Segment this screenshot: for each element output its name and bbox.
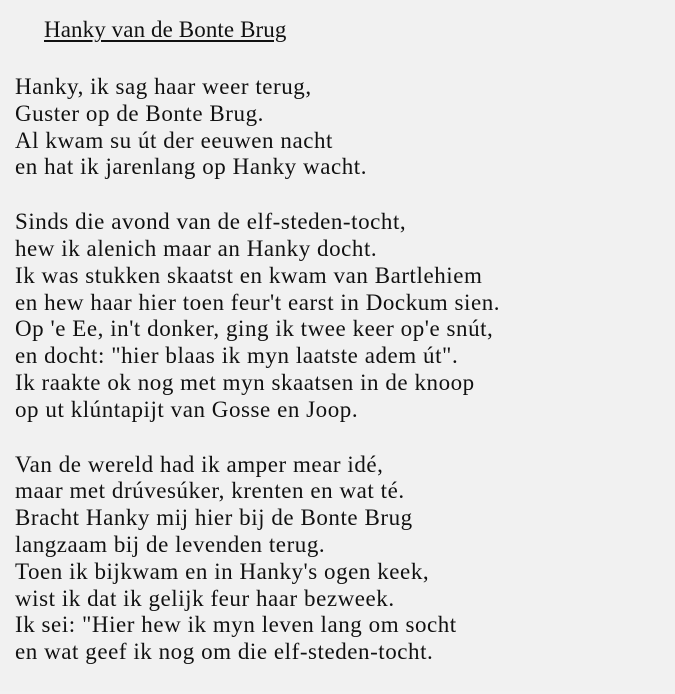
poem-line: Al kwam su út der eeuwen nacht: [15, 127, 333, 153]
poem-line: en hat ik jarenlang op Hanky wacht.: [15, 154, 367, 180]
poem-line: Ik raakte ok nog met myn skaatsen in de knoop: [15, 369, 475, 395]
poem-line: en hew haar hier toen feur't earst in Dockum sien.: [15, 289, 501, 315]
poem-line: Van de wereld had ik amper mear idé,: [15, 451, 384, 477]
stanza-3: [15, 452, 665, 666]
poem-line: langzaam bij de levenden terug.: [15, 531, 326, 557]
poem-line: Toen ik bijkwam en in Hanky's ogen keek,: [15, 558, 430, 584]
stanza-2: [15, 209, 665, 423]
poem-title: Hanky van de Bonte Brug: [44, 17, 287, 42]
poem-line: Guster op de Bonte Brug.: [15, 100, 264, 126]
poem-line: Bracht Hanky mij hier bij de Bonte Brug: [15, 505, 413, 531]
poem-line: Sinds die avond van de elf-steden-tocht,: [15, 209, 407, 235]
poem-line: Ik was stukken skaatst en kwam van Bartlehiem: [15, 262, 483, 288]
poem-line: maar met drúvesúker, krenten en wat té.: [15, 478, 405, 504]
poem-body: [15, 74, 665, 694]
poem-line: op ut klúntapijt van Gosse en Joop.: [15, 396, 359, 422]
poem-line: Hanky, ik sag haar weer terug,: [15, 74, 312, 99]
poem-line: Ik sei: "Hier hew ik myn leven lang om socht: [15, 612, 457, 638]
poem-line: hew ik alenich maar an Hanky docht.: [15, 235, 378, 261]
poem-line: Op 'e Ee, in't donker, ging ik twee keer op'e snút,: [15, 316, 494, 342]
poem-line: wist ik dat ik gelijk feur haar bezweek.: [15, 585, 395, 611]
poem-line: en wat geef ik nog om die elf-steden-tocht.: [15, 639, 434, 665]
poem-line: en docht: "hier blaas ik myn laatste adem út".: [15, 343, 459, 369]
stanza-1: [15, 74, 665, 181]
